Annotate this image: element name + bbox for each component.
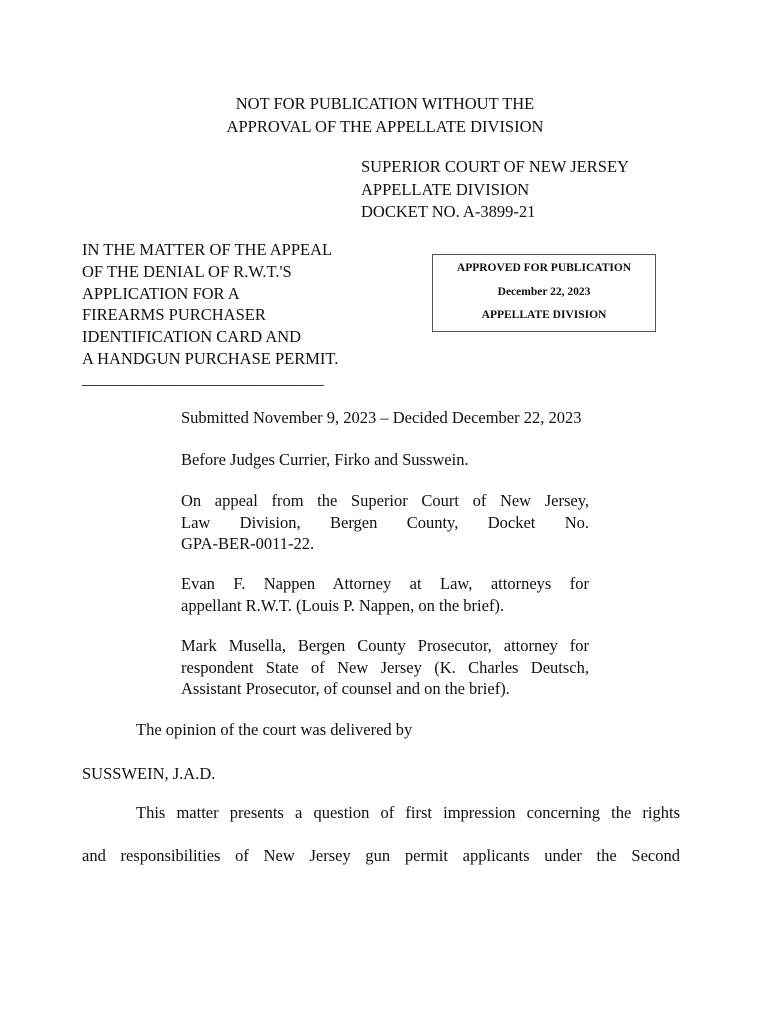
respondent-counsel-line-1: Mark Musella, Bergen County Prosecutor, attorney for	[181, 636, 589, 655]
body-paragraph-line-2: and responsibilities of New Jersey gun permit applicants under the Second	[82, 846, 680, 865]
appeal-from-line-3: GPA-BER-0011-22.	[181, 534, 315, 554]
court-name: SUPERIOR COURT OF NEW JERSEY	[361, 157, 629, 176]
appeal-from-block	[181, 490, 589, 555]
stamp-division: APPELLATE DIVISION	[481, 309, 607, 321]
publication-notice-line-2: APPROVAL OF THE APPELLATE DIVISION	[226, 116, 544, 136]
docket-number: DOCKET NO. A-3899-21	[361, 202, 536, 222]
caption-line: APPLICATION FOR A	[82, 283, 240, 303]
opinion-author: SUSSWEIN, J.A.D.	[82, 764, 216, 783]
panel-judges: Before Judges Currier, Firko and Susswein.	[181, 450, 469, 469]
caption-rule: ______________________________	[82, 368, 324, 388]
appellant-counsel-line-1: Evan F. Nappen Attorney at Law, attorneys for	[181, 574, 589, 593]
respondent-counsel-line-2: respondent State of New Jersey (K. Charles Deutsch,	[181, 657, 589, 677]
case-caption	[82, 239, 338, 388]
stamp-title: APPROVED FOR PUBLICATION	[456, 262, 632, 274]
respondent-counsel-block	[181, 635, 589, 700]
opinion-delivered-by: The opinion of the court was delivered by	[136, 720, 413, 739]
publication-notice	[0, 93, 770, 138]
court-division: APPELLATE DIVISION	[361, 179, 530, 199]
caption-line: IN THE MATTER OF THE APPEAL	[82, 240, 333, 259]
caption-line: FIREARMS PURCHASER	[82, 305, 266, 325]
submission-dates: Submitted November 9, 2023 – Decided December 22, 2023	[181, 408, 582, 427]
caption-line: OF THE DENIAL OF R.W.T.'S	[82, 261, 292, 281]
appeal-from-line-2: Law Division, Bergen County, Docket No.	[181, 512, 589, 532]
caption-line: IDENTIFICATION CARD AND	[82, 327, 302, 347]
caption-line: A HANDGUN PURCHASE PERMIT.	[82, 348, 339, 368]
approved-for-publication-stamp	[432, 254, 656, 332]
court-block	[361, 156, 629, 224]
stamp-date: December 22, 2023	[497, 286, 591, 298]
body-paragraph-line-1: This matter presents a question of first impression concerning the rights	[136, 803, 680, 822]
publication-notice-line-1: NOT FOR PUBLICATION WITHOUT THE	[235, 94, 535, 113]
appellant-counsel-line-2: appellant R.W.T. (Louis P. Nappen, on the brief).	[181, 595, 505, 615]
appeal-from-line-1: On appeal from the Superior Court of New Jersey,	[181, 491, 589, 510]
respondent-counsel-line-3: Assistant Prosecutor, of counsel and on the brief).	[181, 679, 510, 699]
appellant-counsel-block	[181, 573, 589, 616]
